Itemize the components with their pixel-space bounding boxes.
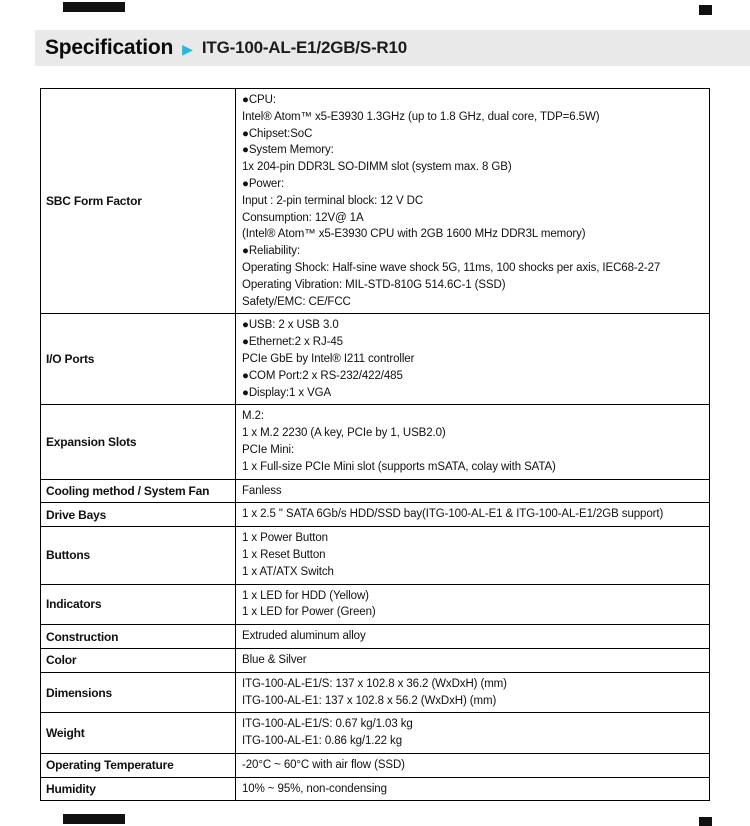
spec-line: Intel® Atom™ x5-E3930 1.3GHz (up to 1.8 GHz, dual core, TDP=6.5W) [242, 110, 600, 123]
product-model: ITG-100-AL-E1/2GB/S-R10 [201, 38, 408, 57]
spec-label: Indicators [41, 584, 236, 625]
table-row [41, 625, 710, 649]
table-row [41, 584, 710, 625]
spec-label: Construction [41, 625, 236, 649]
table-row [41, 314, 710, 405]
spec-line: Input : 2-pin terminal block: 12 V DC [242, 194, 424, 207]
spec-line: ●COM Port:2 x RS-232/422/485 [242, 369, 403, 382]
spec-label: Weight [41, 713, 236, 754]
spec-label: Humidity [41, 777, 236, 801]
spec-value [236, 89, 710, 314]
spec-line: 1 x LED for HDD (Yellow) [242, 589, 369, 602]
spec-line: Fanless [242, 484, 282, 497]
spec-label: Drive Bays [41, 503, 236, 527]
header-band [35, 30, 750, 66]
spec-value [236, 648, 710, 672]
spec-line: ●CPU: [242, 94, 276, 106]
spec-line: Operating Vibration: MIL-STD-810G 514.6C-1 (SSD) [242, 278, 506, 291]
print-mark-bottom-left [63, 814, 125, 824]
spec-value [236, 713, 710, 754]
spec-label: I/O Ports [41, 314, 236, 405]
spec-value [236, 527, 710, 584]
table-row [41, 479, 710, 503]
page-title: Specification [45, 36, 174, 59]
spec-line: 1 x Reset Button [242, 548, 326, 561]
spec-label: SBC Form Factor [41, 89, 236, 314]
spec-line: Operating Shock: Half-sine wave shock 5G, 11ms, 100 shocks per axis, IEC68-2-27 [242, 261, 661, 274]
spec-line: ●Power: [242, 177, 285, 190]
table-row [41, 753, 710, 777]
spec-line: 1 x AT/ATX Switch [242, 565, 334, 578]
spec-line: PCIe Mini: [242, 443, 295, 456]
spec-label: Color [41, 648, 236, 672]
spec-line: Consumption: 12V@ 1A [242, 211, 364, 224]
spec-line: Blue & Silver [242, 653, 307, 666]
table-row [41, 503, 710, 527]
specification-table [40, 88, 710, 801]
spec-label: Dimensions [41, 672, 236, 713]
spec-line: ITG-100-AL-E1: 0.86 kg/1.22 kg [242, 735, 403, 748]
table-row [41, 527, 710, 584]
spec-line: ●Ethernet:2 x RJ-45 [242, 336, 343, 349]
spec-line: 10% ~ 95%, non-condensing [242, 782, 387, 795]
spec-line: ITG-100-AL-E1/S: 137 x 102.8 x 36.2 (WxDxH) (mm) [242, 677, 507, 690]
spec-value [236, 625, 710, 649]
spec-label: Expansion Slots [41, 405, 236, 479]
table-row [41, 713, 710, 754]
spec-line: 1 x 2.5 " SATA 6Gb/s HDD/SSD bay(ITG-100-AL-E1 & ITG-100-AL-E1/2GB support) [242, 508, 664, 521]
spec-label: Cooling method / System Fan [41, 479, 236, 503]
spec-value [236, 479, 710, 503]
spec-value [236, 753, 710, 777]
table-row [41, 648, 710, 672]
spec-line: Extruded aluminum alloy [242, 630, 366, 643]
spec-value [236, 503, 710, 527]
print-mark-top-left [63, 2, 125, 12]
spec-line: ●USB: 2 x USB 3.0 [242, 319, 339, 332]
table-row [41, 777, 710, 801]
spec-line: PCIe GbE by Intel® I211 controller [242, 352, 415, 365]
spec-line: 1 x LED for Power (Green) [242, 606, 376, 619]
table-row [41, 405, 710, 479]
spec-value [236, 584, 710, 625]
pointer-triangle-icon: ▶ [182, 40, 193, 57]
spec-line: Safety/EMC: CE/FCC [242, 295, 351, 308]
table-row [41, 89, 710, 314]
spec-line: ●System Memory: [242, 144, 334, 157]
print-mark-top-right [699, 5, 712, 15]
spec-line: 1 x Full-size PCIe Mini slot (supports mSATA, colay with SATA) [242, 460, 556, 473]
table-row [41, 672, 710, 713]
spec-value [236, 777, 710, 801]
spec-line: ITG-100-AL-E1/S: 0.67 kg/1.03 kg [242, 718, 413, 731]
spec-line: M.2: [242, 410, 264, 423]
spec-label: Operating Temperature [41, 753, 236, 777]
spec-value [236, 314, 710, 405]
spec-label: Buttons [41, 527, 236, 584]
spec-line: (Intel® Atom™ x5-E3930 CPU with 2GB 1600 MHz DDR3L memory) [242, 228, 586, 241]
spec-value [236, 672, 710, 713]
print-mark-bottom-right [699, 817, 712, 826]
spec-line: 1x 204-pin DDR3L SO-DIMM slot (system max. 8 GB) [242, 161, 512, 174]
spec-line: ITG-100-AL-E1: 137 x 102.8 x 56.2 (WxDxH) (mm) [242, 694, 497, 707]
spec-line: 1 x M.2 2230 (A key, PCIe by 1, USB2.0) [242, 427, 446, 440]
spec-line: -20°C ~ 60°C with air flow (SSD) [242, 758, 405, 771]
spec-line: 1 x Power Button [242, 532, 328, 545]
spec-line: ●Display:1 x VGA [242, 386, 332, 399]
spec-value [236, 405, 710, 479]
spec-line: ●Chipset:SoC [242, 127, 313, 140]
spec-line: ●Reliability: [242, 245, 301, 258]
spec-table-body [41, 89, 710, 801]
